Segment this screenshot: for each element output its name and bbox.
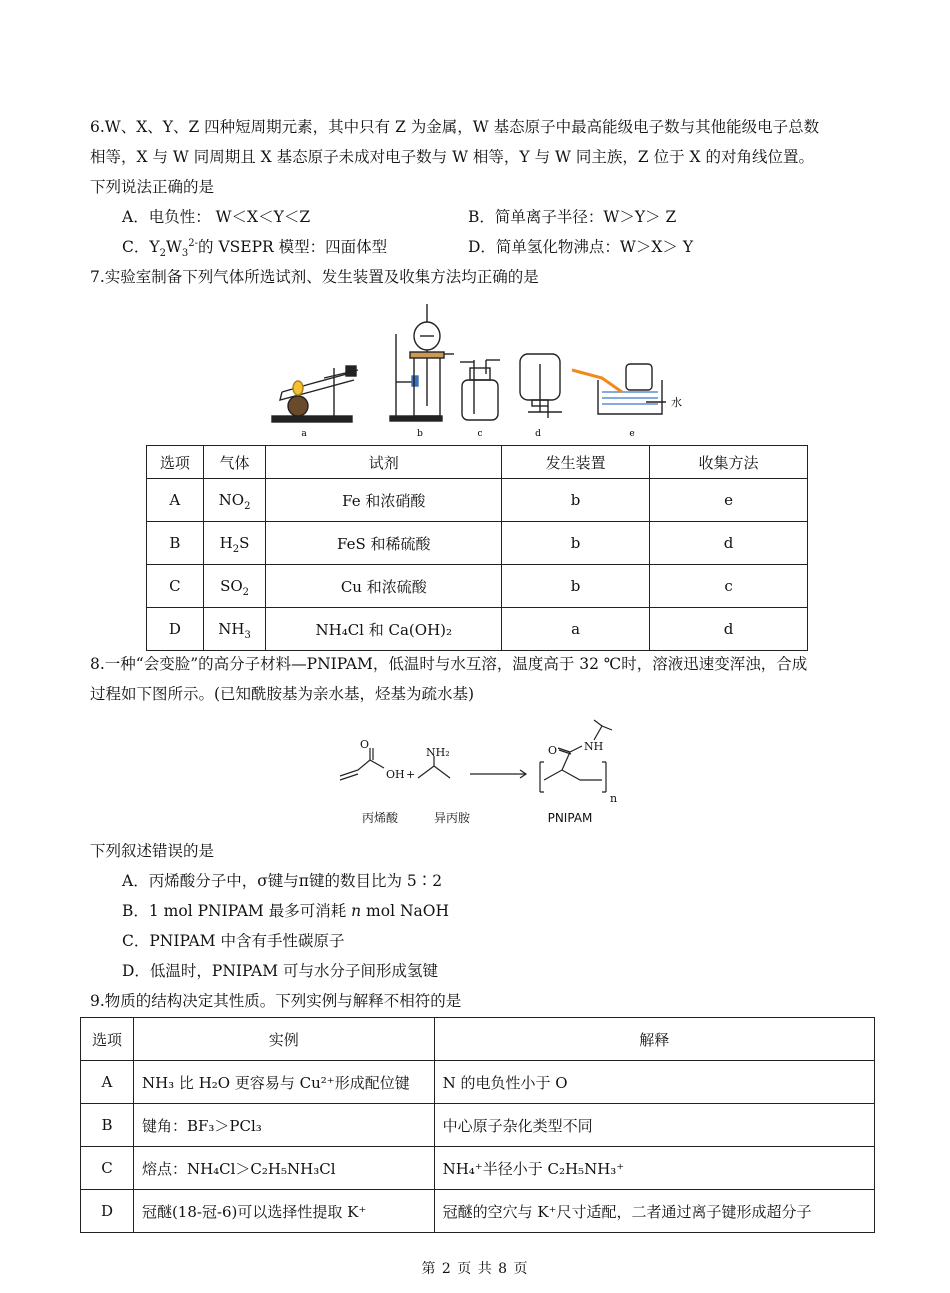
q6-option-d: D．简单氢化物沸点：W＞X＞ Y <box>468 238 694 256</box>
header-explain: 解释 <box>434 1018 874 1061</box>
table-header-row <box>81 1018 875 1061</box>
q6-line-3: 下列说法正确的是 <box>90 178 215 196</box>
header-option: 选项 <box>147 446 204 479</box>
cell-gas: $H_2S$ <box>203 522 266 565</box>
apparatus-label-d: d <box>535 429 541 439</box>
table-row <box>147 565 808 608</box>
table-row <box>147 608 808 651</box>
cell-gas: $NH_3$ <box>203 608 266 651</box>
cell-example: 键角：BF₃＞PCl₃ <box>133 1104 434 1147</box>
header-option: 选项 <box>81 1018 134 1061</box>
cell-option: A <box>81 1061 134 1104</box>
cell-collect: c <box>650 565 808 608</box>
cell-collect: d <box>650 608 808 651</box>
apparatus-label-e: e <box>629 429 635 439</box>
header-example: 实例 <box>133 1018 434 1061</box>
header-device: 发生装置 <box>502 446 650 479</box>
q8-option-d: D．低温时，PNIPAM 可与水分子间形成氢键 <box>122 962 439 980</box>
cell-example: 冠醚(18-冠-6)可以选择性提取 K⁺ <box>133 1190 434 1233</box>
water-label: 水 <box>671 396 682 409</box>
plus-sign: + <box>406 768 416 781</box>
cell-device: b <box>502 565 650 608</box>
cell-collect: d <box>650 522 808 565</box>
apparatus-a <box>272 366 358 422</box>
label-isopropylamine: 异丙胺 <box>433 811 471 825</box>
cell-option: B <box>81 1104 134 1147</box>
cell-example: NH₃ 比 H₂O 更容易与 Cu²⁺形成配位键 <box>133 1061 434 1104</box>
cell-collect: e <box>650 479 808 522</box>
q6-option-b: B．简单离子半径：W＞Y＞ Z <box>468 208 677 226</box>
cell-reagent: Fe 和浓硝酸 <box>266 479 502 522</box>
cell-example: 熔点：NH₄Cl＞C₂H₅NH₃Cl <box>133 1147 434 1190</box>
table-row <box>81 1104 875 1147</box>
cell-device: b <box>502 522 650 565</box>
reaction-scheme <box>330 716 630 828</box>
cell-gas: $NO_2$ <box>203 479 266 522</box>
label-acrylic-acid: 丙烯酸 <box>361 811 399 825</box>
apparatus-label-b: b <box>417 429 423 439</box>
q8-option-c: C．PNIPAM 中含有手性碳原子 <box>122 932 345 950</box>
nh-label: NH <box>584 740 604 753</box>
cell-explain: N 的电负性小于 O <box>434 1061 874 1104</box>
cell-option: B <box>147 522 204 565</box>
cell-explain: 中心原子杂化类型不同 <box>434 1104 874 1147</box>
q7-stem: 7.实验室制备下列气体所选试剂、发生装置及收集方法均正确的是 <box>90 268 539 286</box>
q6-option-a: A．电负性： W＜X＜Y＜Z <box>122 208 311 226</box>
cell-reagent: FeS 和稀硫酸 <box>266 522 502 565</box>
n-label: n <box>610 792 618 805</box>
apparatus-d <box>520 354 562 418</box>
cell-option: C <box>81 1147 134 1190</box>
cell-gas: $SO_2$ <box>203 565 266 608</box>
table-row <box>147 522 808 565</box>
cell-option: D <box>147 608 204 651</box>
apparatus-c <box>460 360 500 420</box>
table-row <box>81 1190 875 1233</box>
apparatus-b <box>390 304 454 421</box>
lab-apparatus-figure <box>262 294 692 440</box>
header-gas: 气体 <box>203 446 266 479</box>
q8-line-2: 过程如下图所示。(已知酰胺基为亲水基，烃基为疏水基) <box>90 685 475 703</box>
q9-table <box>80 1017 875 1233</box>
q6-line-2: 相等，X 与 W 同周期且 X 基态原子未成对电子数与 W 相等，Y 与 W 同主族，Z 位于 X 的对角线位置。 <box>90 148 814 166</box>
q9-stem: 9.物质的结构决定其性质。下列实例与解释不相符的是 <box>90 992 462 1010</box>
cell-explain: 冠醚的空穴与 K⁺尺寸适配，二者通过离子键形成超分子 <box>434 1190 874 1233</box>
header-collect: 收集方法 <box>650 446 808 479</box>
cell-reagent: Cu 和浓硫酸 <box>266 565 502 608</box>
cell-reagent: NH₄Cl 和 Ca(OH)₂ <box>266 608 502 651</box>
header-reagent: 试剂 <box>266 446 502 479</box>
cell-device: b <box>502 479 650 522</box>
q8-option-a: A．丙烯酸分子中，σ键与π键的数目比为 5∶2 <box>122 872 443 890</box>
table-row <box>147 479 808 522</box>
label-pnipam: PNIPAM <box>547 811 593 825</box>
oh-label: OH <box>386 768 405 781</box>
q6-line-1: 6.W、X、Y、Z 四种短周期元素，其中只有 Z 为金属，W 基态原子中最高能级电子数与其他能级电子总数 <box>90 118 820 136</box>
q8-stem-2: 下列叙述错误的是 <box>90 842 215 860</box>
apparatus-e <box>572 364 666 414</box>
q8-option-b: B．1 mol PNIPAM 最多可消耗 n mol NaOH <box>122 902 449 920</box>
table-row <box>81 1147 875 1190</box>
q6-option-c: C．$Y_2W_3^{2-}$的 VSEPR 模型：四面体型 <box>122 237 388 260</box>
o-label-product: O <box>548 744 558 757</box>
apparatus-label-c: c <box>477 429 483 439</box>
cell-option: D <box>81 1190 134 1233</box>
table-row <box>81 1061 875 1104</box>
page-footer: 第 2 页 共 8 页 <box>421 1261 529 1277</box>
cell-option: A <box>147 479 204 522</box>
cell-device: a <box>502 608 650 651</box>
apparatus-label-a: a <box>301 429 307 439</box>
o-label: O <box>360 738 370 751</box>
q8-line-1: 8.一种“会变脸”的高分子材料—PNIPAM，低温时与水互溶，温度高于 32 ℃时，溶液迅速变浑浊，合成 <box>90 655 808 673</box>
cell-option: C <box>147 565 204 608</box>
q7-table <box>146 445 808 651</box>
table-header-row <box>147 446 808 479</box>
nh2-label: NH₂ <box>426 746 450 759</box>
cell-explain: NH₄⁺半径小于 C₂H₅NH₃⁺ <box>434 1147 874 1190</box>
